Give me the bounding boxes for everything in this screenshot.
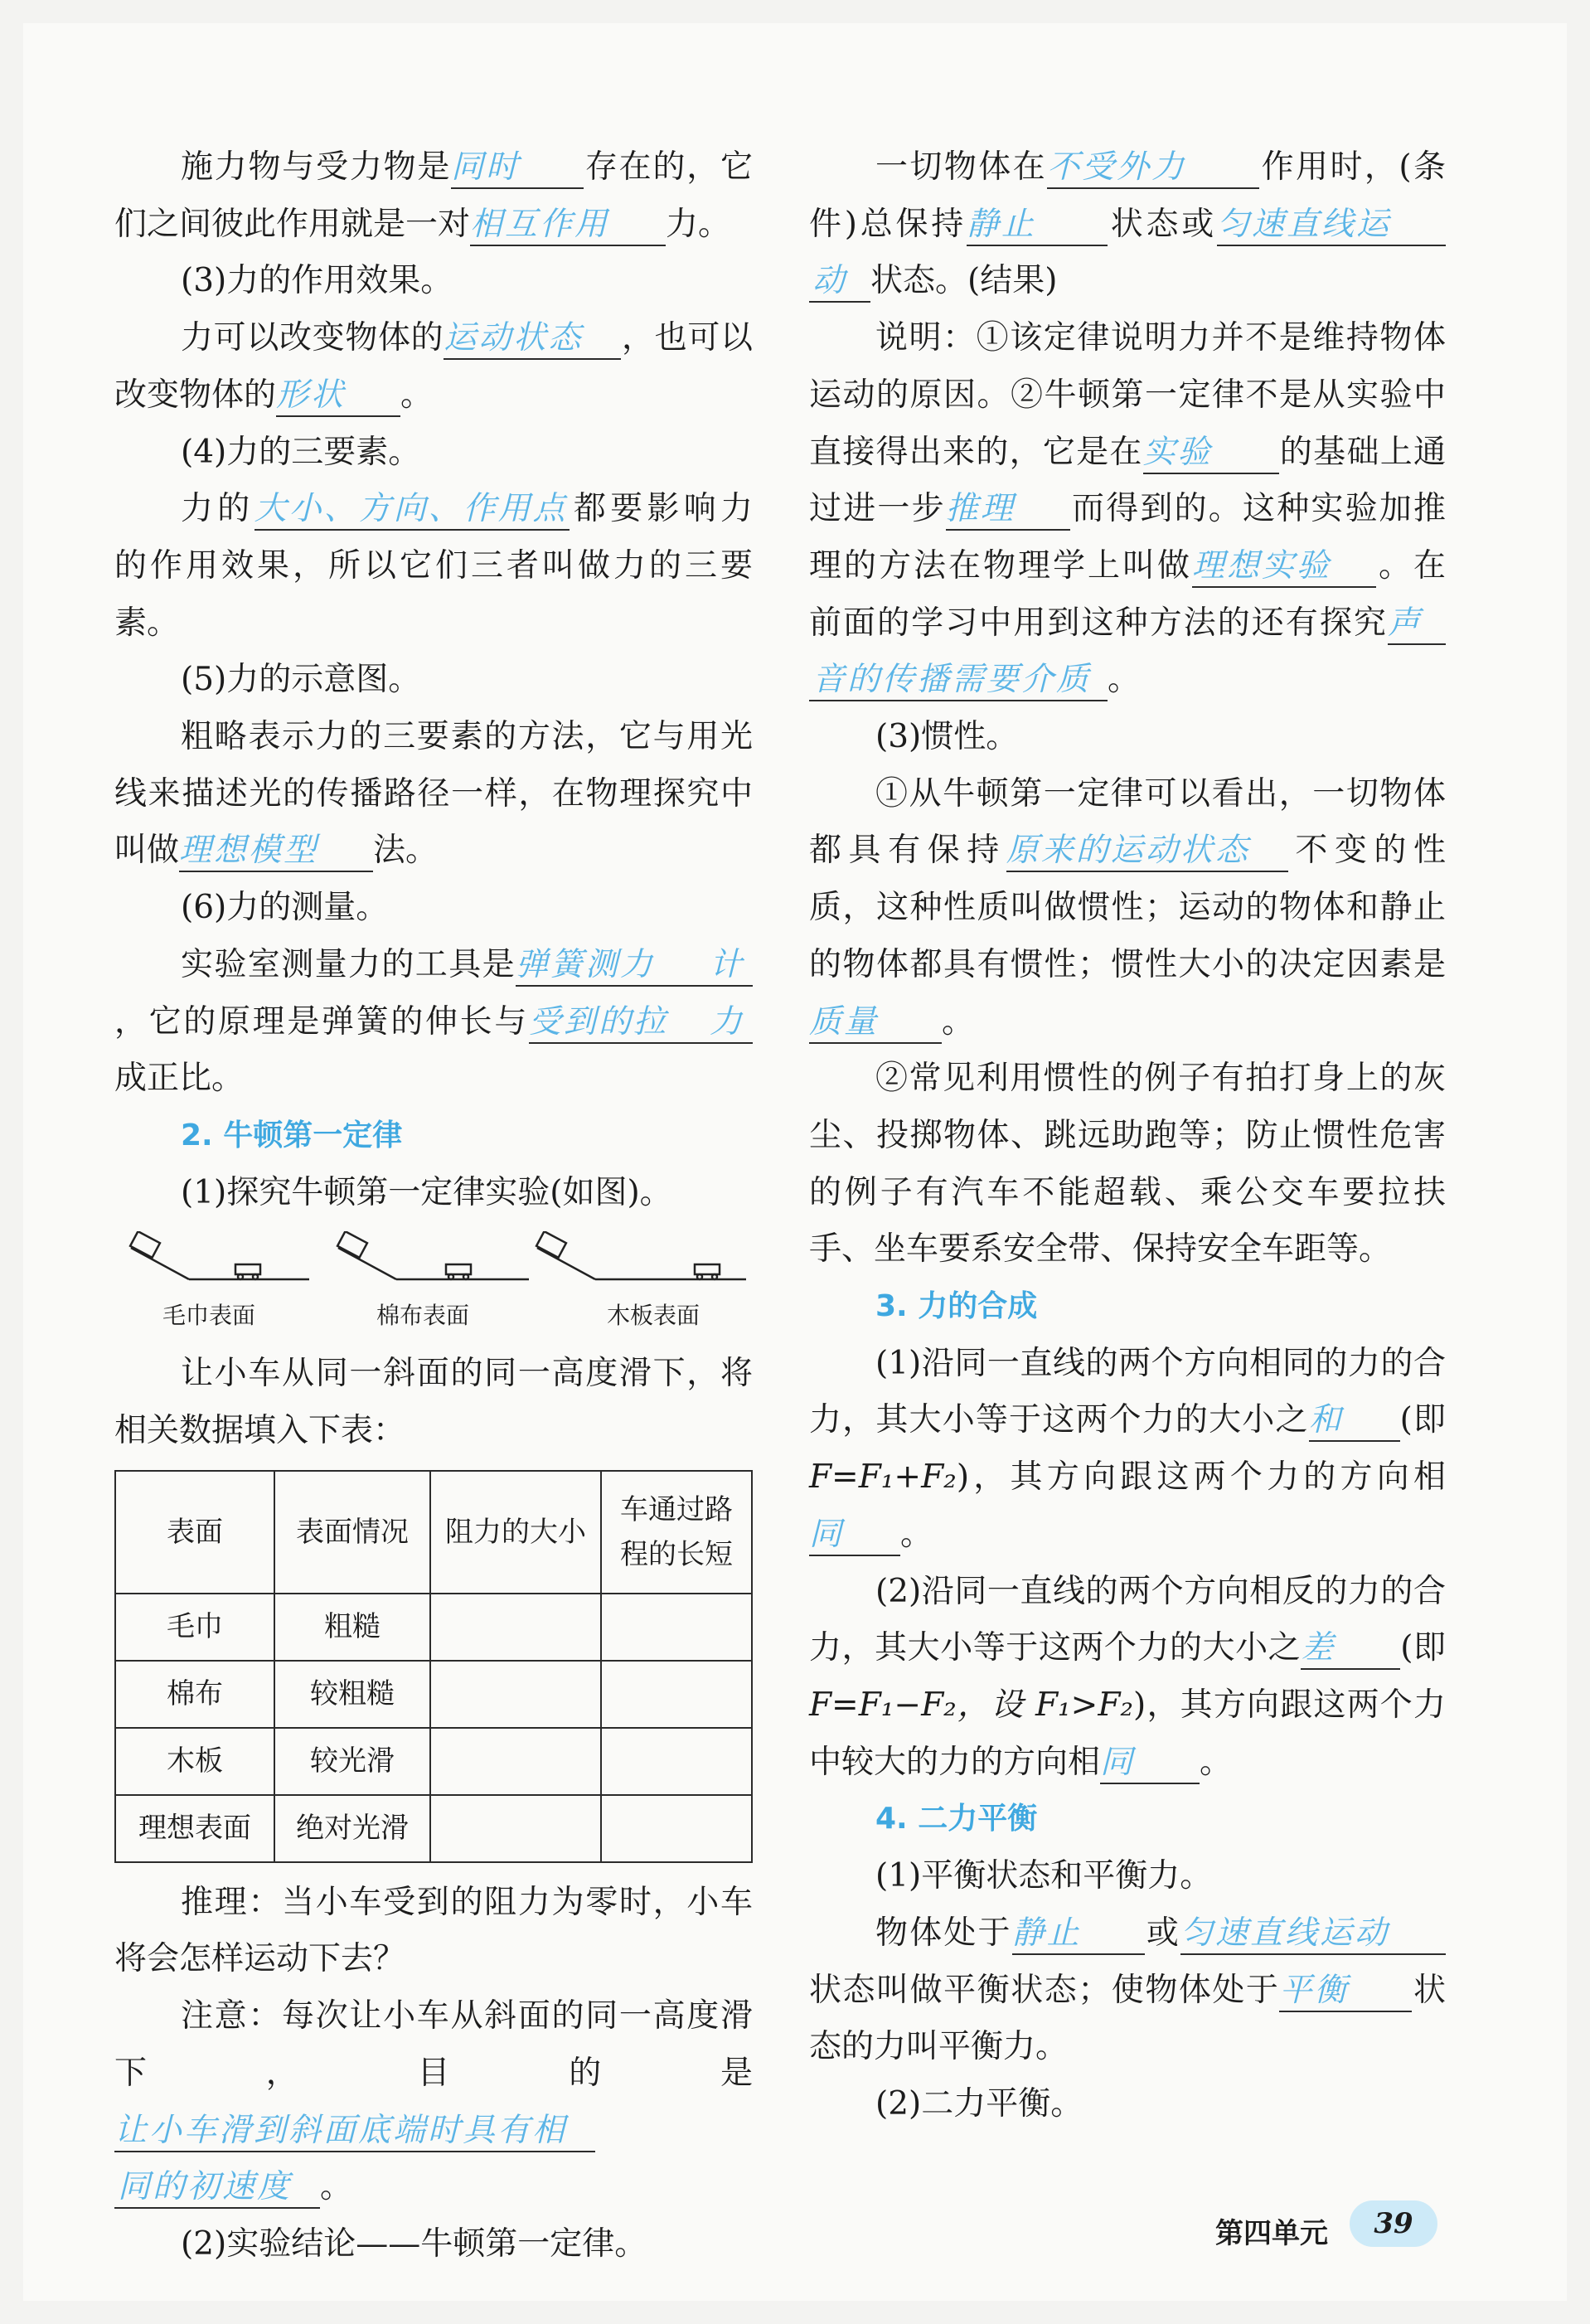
cell: 绝对光滑 bbox=[274, 1795, 430, 1862]
paragraph bbox=[114, 310, 753, 424]
header-cell: 阻力的大小 bbox=[430, 1471, 601, 1594]
text: 力。 bbox=[666, 205, 731, 243]
text: 。 bbox=[1108, 661, 1141, 699]
answer-blank: 理想模型 bbox=[179, 831, 373, 872]
answer-blank: 理想实验 bbox=[1192, 546, 1376, 588]
text: ，也可以改变物体的 bbox=[114, 319, 753, 414]
answer-blank: 运动状态 bbox=[444, 318, 621, 360]
text: 不变的性质，这种性质叫做惯性；运动的物体和静止的物体都具有惯性；惯性大小的决定因素是 bbox=[809, 832, 1446, 983]
text: 状态或 bbox=[1107, 205, 1217, 243]
cell bbox=[430, 1795, 601, 1862]
text: 力的 bbox=[181, 490, 254, 528]
text: (2)沿同一直线的两个方向相反的力的合力，其大小等于这两个力的大小之 bbox=[809, 1572, 1446, 1667]
cell bbox=[601, 1728, 752, 1795]
answer-blank: 形状 bbox=[276, 376, 400, 417]
text: 说明：①该定律说明力并不是维持物体运动的原因。②牛顿第一定律不是从实验中直接得出来的，它是在 bbox=[809, 319, 1446, 471]
paragraph bbox=[114, 937, 753, 1108]
text: 作用时，(条件)总保持 bbox=[809, 148, 1446, 243]
paragraph: 推理：当小车受到的阻力为零时，小车将会怎样运动下去？ bbox=[114, 1883, 753, 1978]
ramp-cotton bbox=[337, 1231, 529, 1279]
cell: 木板 bbox=[115, 1728, 274, 1795]
answer-blank: 质量 bbox=[809, 1002, 942, 1044]
paragraph bbox=[809, 139, 1446, 310]
cell: 毛巾 bbox=[115, 1594, 274, 1661]
text: 注意：每次让小车从斜面的同一高度滑下，目的是 bbox=[114, 1997, 753, 2092]
answer-blank: 同的初速度 bbox=[114, 2167, 320, 2209]
text: 的基础上通过进一步 bbox=[809, 433, 1446, 528]
text: 施力物与受力物是 bbox=[181, 148, 452, 186]
answer-blank: 和 bbox=[1309, 1400, 1400, 1442]
text: 法。 bbox=[373, 832, 439, 870]
answer-blank: 匀速直线运动 bbox=[1180, 1914, 1446, 1955]
answer-blank: 相互作用 bbox=[470, 205, 666, 246]
answer-blank: 平衡 bbox=[1279, 1971, 1412, 2012]
text: 而得到的。这种实验加推理的方法在物理学上叫做 bbox=[809, 490, 1446, 585]
header-cell: 表面情况 bbox=[274, 1471, 430, 1594]
answer-blank: 匀速直线运 bbox=[1217, 205, 1446, 246]
subheading: (3)惯性。 bbox=[875, 718, 1019, 756]
paragraph bbox=[114, 1988, 753, 2216]
formula: F=F₁+F₂ bbox=[809, 1458, 957, 1497]
subheading: (1)平衡状态和平衡力。 bbox=[875, 1857, 1213, 1895]
text: 。在前面的学习中用到这种方法的还有探究 bbox=[809, 546, 1446, 642]
cell bbox=[601, 1661, 752, 1728]
section-heading: 2. 牛顿第一定律 bbox=[181, 1118, 403, 1152]
text: 。 bbox=[320, 2168, 353, 2206]
subheading: (4)力的三要素。 bbox=[181, 433, 421, 471]
ramp-towel bbox=[130, 1231, 309, 1279]
table-row bbox=[115, 1795, 752, 1862]
answer-blank: 音的传播需要介质 bbox=[809, 660, 1108, 701]
text: 都要影响力的作用效果，所以它们三者叫做力的三要素。 bbox=[114, 490, 753, 642]
text: 。 bbox=[400, 376, 434, 414]
caption-towel: 毛巾表面 bbox=[162, 1303, 256, 1329]
paragraph bbox=[809, 1336, 1446, 1564]
answer-blank: 弹簧测力 bbox=[516, 945, 706, 987]
text: 或 bbox=[1144, 1914, 1180, 1952]
section-heading: 4. 二力平衡 bbox=[875, 1802, 1038, 1836]
table-row bbox=[115, 1728, 752, 1795]
cell: 较光滑 bbox=[274, 1728, 430, 1795]
cell bbox=[430, 1661, 601, 1728]
text: 成正比。 bbox=[114, 1060, 245, 1098]
subheading: (2)二力平衡。 bbox=[875, 2084, 1083, 2123]
text: ，它的原理是弹簧的伸长与 bbox=[114, 1002, 529, 1041]
answer-blank: 不受外力 bbox=[1047, 148, 1259, 189]
answer-blank: 实验 bbox=[1143, 433, 1279, 474]
text: 。 bbox=[900, 1515, 933, 1553]
answer-blank: 受到的拉 bbox=[529, 1002, 706, 1044]
unit-label: 第四单元 bbox=[1215, 2217, 1328, 2250]
answer-blank: 同 bbox=[809, 1515, 900, 1556]
answer-blank: 静止 bbox=[967, 205, 1108, 246]
table-row bbox=[115, 1661, 752, 1728]
formula: F=F₁−F₂，设 F₁>F₂ bbox=[809, 1686, 1134, 1724]
subheading: (3)力的作用效果。 bbox=[181, 262, 453, 300]
subheading: (6)力的测量。 bbox=[181, 889, 389, 927]
cell bbox=[601, 1795, 752, 1862]
text: ①从牛顿第一定律可以看出，一切物体都具有保持 bbox=[809, 774, 1446, 870]
caption-cotton: 棉布表面 bbox=[376, 1303, 470, 1329]
text: 存在的，它们之间彼此作用就是一对 bbox=[114, 148, 753, 243]
paragraph bbox=[809, 1905, 1446, 2076]
answer-blank: 静止 bbox=[1012, 1914, 1145, 1955]
cell: 棉布 bbox=[115, 1661, 274, 1728]
cell bbox=[601, 1594, 752, 1661]
cell: 理想表面 bbox=[115, 1795, 274, 1862]
page-number: 39 bbox=[1350, 2200, 1437, 2247]
text: 状态的力叫平衡力。 bbox=[809, 1971, 1446, 2066]
text: 一切物体在 bbox=[875, 148, 1048, 186]
text: 。 bbox=[1200, 1743, 1233, 1781]
subheading: (5)力的示意图。 bbox=[181, 661, 421, 699]
cell: 较粗糙 bbox=[274, 1661, 430, 1728]
text: 。 bbox=[942, 1002, 975, 1041]
answer-blank: 差 bbox=[1301, 1628, 1400, 1670]
paragraph bbox=[114, 709, 753, 880]
text: )，其方向跟这两个力的方向相 bbox=[956, 1458, 1446, 1497]
answer-blank: 计 bbox=[706, 945, 753, 987]
ramp-board bbox=[536, 1231, 746, 1279]
paragraph bbox=[114, 481, 753, 652]
text: (1)沿同一直线的两个方向相同的力的合力，其大小等于这两个力的大小之 bbox=[809, 1344, 1446, 1439]
answer-blank: 声 bbox=[1388, 604, 1446, 645]
paragraph bbox=[809, 766, 1446, 1051]
paragraph bbox=[809, 1564, 1446, 1792]
answer-blank: 同时 bbox=[451, 148, 584, 189]
text: 实验室测量力的工具是 bbox=[181, 945, 516, 983]
answer-blank: 让小车滑到斜面底端时具有相 bbox=[114, 2111, 595, 2152]
subheading: (1)探究牛顿第一定律实验(如图)。 bbox=[181, 1173, 672, 1211]
text: (即 bbox=[1400, 1629, 1446, 1667]
table-row bbox=[115, 1594, 752, 1661]
paragraph bbox=[114, 139, 753, 253]
left-column bbox=[114, 139, 753, 2273]
experiment-figure bbox=[114, 1221, 753, 1346]
header-cell: 表面 bbox=[115, 1471, 274, 1594]
right-column bbox=[809, 139, 1446, 2133]
answer-blank: 大小、方向、作用点 bbox=[254, 489, 570, 531]
text: 状态。(结果) bbox=[870, 262, 1058, 300]
text: )，其方向跟这两个力中较大的力的方向相 bbox=[809, 1686, 1446, 1781]
ramp-cart-diagram bbox=[114, 1231, 753, 1303]
caption-board: 木板表面 bbox=[607, 1303, 700, 1329]
answer-blank: 动 bbox=[809, 261, 870, 303]
subheading: (2)实验结论——牛顿第一定律。 bbox=[181, 2225, 647, 2263]
answer-blank: 推理 bbox=[946, 489, 1070, 531]
cell: 粗糙 bbox=[274, 1594, 430, 1661]
text: 状态叫做平衡状态；使物体处于 bbox=[809, 1971, 1280, 2009]
answer-blank: 原来的运动状态 bbox=[1006, 831, 1288, 872]
answer-blank: 力 bbox=[706, 1002, 753, 1044]
header-cell: 车通过路程的长短 bbox=[601, 1471, 752, 1594]
cell bbox=[430, 1594, 601, 1661]
text: 粗略表示力的三要素的方法，它与用光线来描述光的传播路径一样，在物理探究中叫做 bbox=[114, 718, 753, 870]
paragraph: ②常见利用惯性的例子有拍打身上的灰尘、投掷物体、跳远助跑等；防止惯性危害的例子有汽车不能超载、乘公交车要拉扶手、坐车要系安全带、保持安全车距等。 bbox=[809, 1060, 1446, 1269]
text: 物体处于 bbox=[875, 1914, 1012, 1952]
answer-blank: 同 bbox=[1100, 1743, 1200, 1784]
text: (即 bbox=[1399, 1401, 1446, 1439]
paragraph bbox=[809, 310, 1446, 709]
paragraph: 让小车从同一斜面的同一高度滑下，将相关数据填入下表： bbox=[114, 1355, 753, 1450]
section-heading: 3. 力的合成 bbox=[875, 1289, 1038, 1324]
data-table bbox=[114, 1470, 753, 1863]
table-header bbox=[115, 1471, 752, 1594]
text: 力可以改变物体的 bbox=[181, 319, 444, 357]
cell bbox=[430, 1728, 601, 1795]
